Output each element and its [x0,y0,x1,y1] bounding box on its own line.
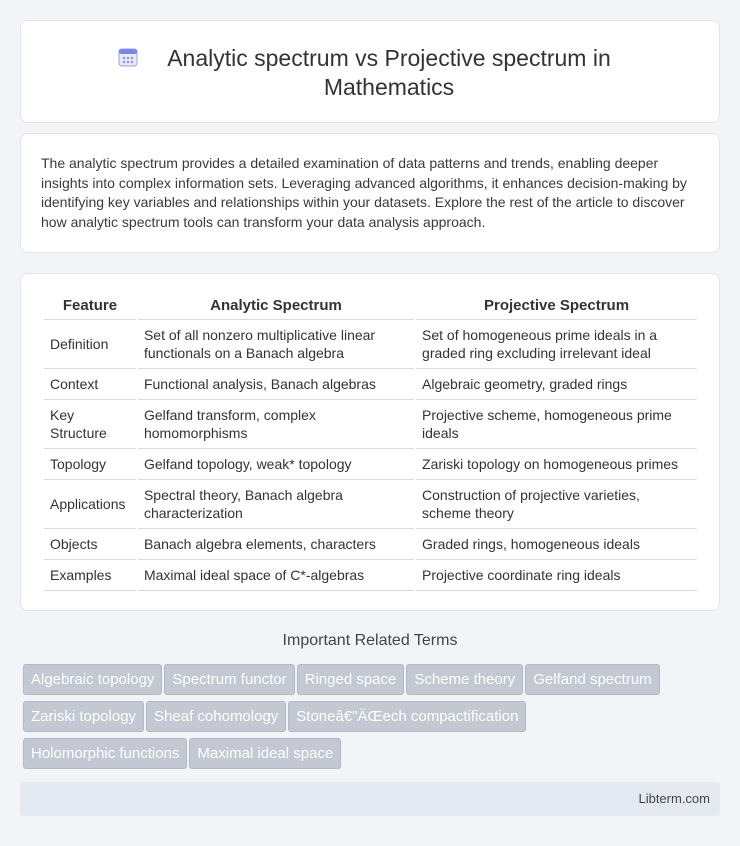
header-projective: Projective Spectrum [416,292,697,320]
footer [20,782,720,816]
table-cell: Algebraic geometry, graded rings [416,369,697,400]
table-cell: Definition [44,320,136,369]
footer-brand-link[interactable]: Libterm.com [638,791,710,806]
table-row [44,560,697,591]
table-cell: Spectral theory, Banach algebra characterization [138,480,414,529]
title-card [20,20,720,123]
table-cell: Set of all nonzero multiplicative linear functionals on a Banach algebra [138,320,414,369]
related-terms-title: Important Related Terms [282,632,458,649]
comparison-table [42,292,699,591]
table-row [44,369,697,400]
table-row [44,320,697,369]
tag-zariski-topology[interactable]: Zariski topology [23,701,144,732]
table-cell: Banach algebra elements, characters [138,529,414,560]
table-cell: Gelfand topology, weak* topology [138,449,414,480]
table-cell: Maximal ideal space of C*-algebras [138,560,414,591]
tag-spectrum-functor[interactable]: Spectrum functor [164,664,294,695]
tag-holomorphic-functions[interactable]: Holomorphic functions [23,738,187,769]
tag-sheaf-cohomology[interactable]: Sheaf cohomology [146,701,286,732]
table-header-row [44,292,697,320]
tag-algebraic-topology[interactable]: Algebraic topology [23,664,162,695]
table-cell: Gelfand transform, complex homomorphisms [138,400,414,449]
table-cell: Functional analysis, Banach algebras [138,369,414,400]
table-cell: Zariski topology on homogeneous primes [416,449,697,480]
table-cell: Context [44,369,136,400]
tag-stone-cech-compactification[interactable]: Stoneâ€"ÄŒech compactification [288,701,526,732]
header-feature: Feature [44,292,136,320]
table-cell: Construction of projective varieties, scheme theory [416,480,697,529]
table-cell: Examples [44,560,136,591]
table-cell: Set of homogeneous prime ideals in a graded ring excluding irrelevant ideal [416,320,697,369]
table-row [44,400,697,449]
tag-maximal-ideal-space[interactable]: Maximal ideal space [189,738,341,769]
comparison-card [20,273,720,611]
intro-paragraph: The analytic spectrum provides a detailed examination of data patterns and trends, enabling deeper insights into complex information sets. Leveraging advanced algorithms, it enhances decision-making by identifying key variables and relationships within your datasets. Explore the rest of the article to discover how analytic spectrum tools can transform your data analysis approach. [41,155,687,230]
tag-ringed-space[interactable]: Ringed space [297,664,405,695]
tag-gelfand-spectrum[interactable]: Gelfand spectrum [525,664,659,695]
table-cell: Objects [44,529,136,560]
table-cell: Topology [44,449,136,480]
table-cell: Projective coordinate ring ideals [416,560,697,591]
intro-card [20,133,720,253]
table-cell: Projective scheme, homogeneous prime ideals [416,400,697,449]
page-title: Analytic spectrum vs Projective spectrum in Mathematics [167,45,611,100]
related-terms-list [23,664,723,775]
table-cell: Applications [44,480,136,529]
table-row [44,480,697,529]
table-row [44,529,697,560]
tag-scheme-theory[interactable]: Scheme theory [406,664,523,695]
header-analytic: Analytic Spectrum [138,292,414,320]
table-row [44,449,697,480]
table-cell: Key Structure [44,400,136,449]
table-cell: Graded rings, homogeneous ideals [416,529,697,560]
